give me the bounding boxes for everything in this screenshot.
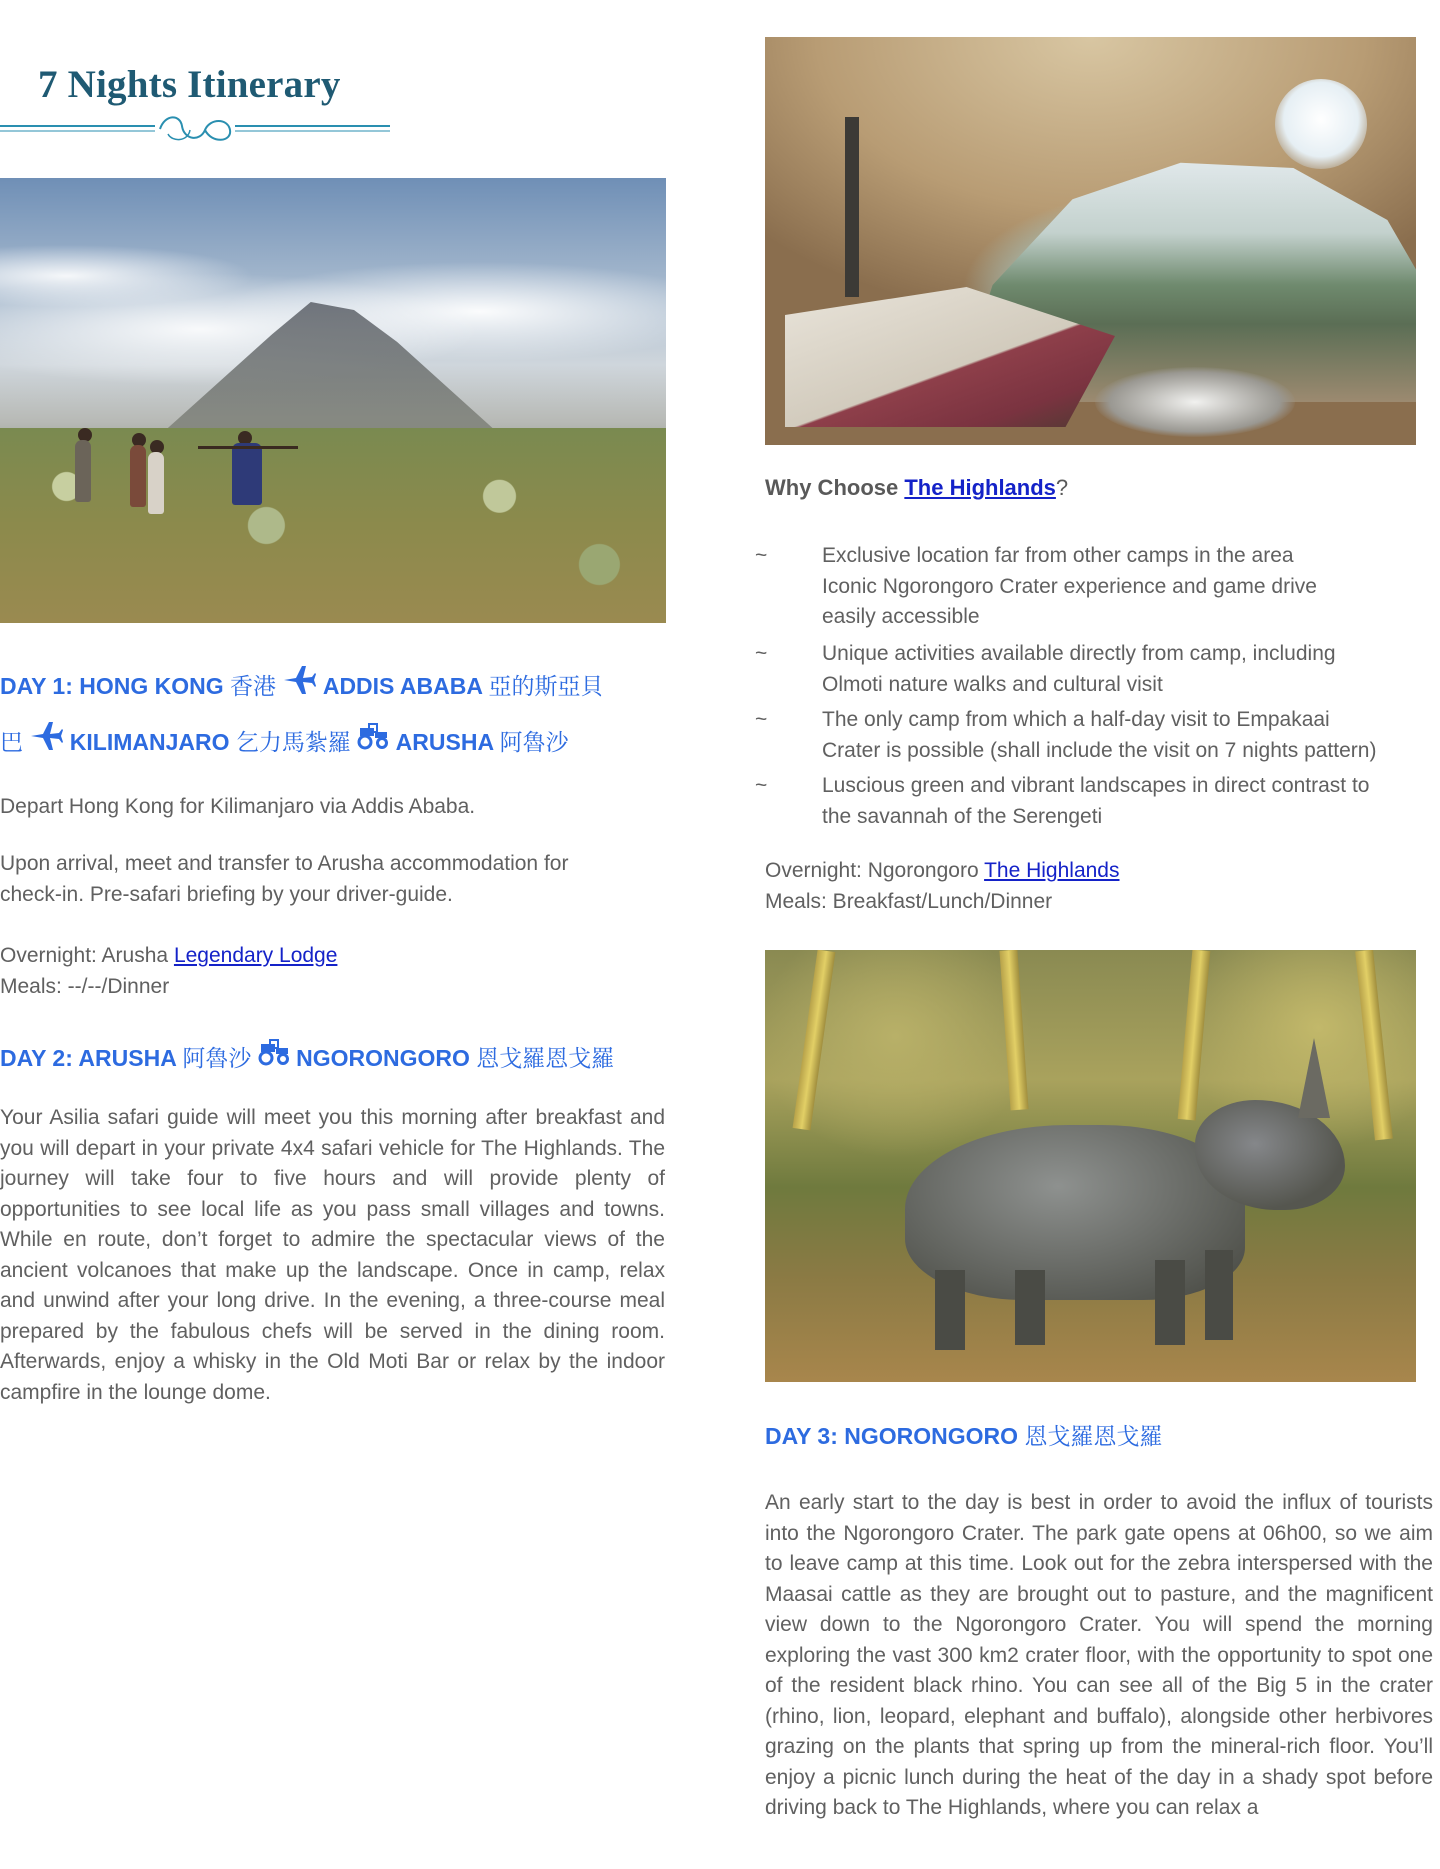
day3-heading-text: DAY 3: NGORONGORO	[765, 1423, 1025, 1449]
walker-figure	[130, 445, 146, 507]
why-bullet-line: Olmoti nature walks and cultural visit	[822, 672, 1163, 696]
dome-porthole-window	[1275, 79, 1367, 169]
why-bullet-text	[822, 639, 1440, 700]
day1-heading-cjk: 香港	[230, 674, 277, 700]
day1-heading-text: ADDIS ABABA	[316, 673, 489, 699]
highlands-dome-photo	[765, 37, 1416, 445]
bullet-tilde: ~	[755, 544, 768, 567]
rhino-leg	[1205, 1250, 1233, 1340]
cowhide-rug	[1095, 367, 1295, 437]
why-bullet-line: Iconic Ngorongoro Crater experience and game drive	[822, 574, 1317, 598]
why-bullet	[755, 639, 1440, 701]
day2-heading	[0, 1033, 670, 1084]
day1-heading-text: KILIMANJARO	[63, 729, 236, 755]
scrub-vegetation	[0, 428, 666, 623]
acacia-trunk	[999, 950, 1028, 1110]
highlands-meals: Meals: Breakfast/Lunch/Dinner	[765, 890, 1053, 913]
acacia-trunk	[793, 950, 836, 1130]
why-bullet	[755, 541, 1440, 634]
the-highlands-overnight-link[interactable]: The Highlands	[984, 859, 1120, 882]
day1-heading-cjk: 亞的斯亞貝	[488, 674, 604, 700]
black-rhino-photo	[765, 950, 1416, 1382]
why-bullet-line: Crater is possible (shall include the visit on 7 nights pattern)	[822, 738, 1377, 762]
day1-heading	[0, 659, 670, 771]
day3-body: An early start to the day is best in order to avoid the influx of tourists into the Ngorongoro Crater. The park gate opens at 06h00, so we aim to leave camp at this time. Look out for the zebra interspersed with the Maasai cattle as they are brought out to pasture, and the magnificent view down to the Ngorongoro Crater. You will spend the morning exploring the vast 300 km2 crater floor, with the opportunity to spot one of the resident black rhino. You can see all of the Big 5 in the crater (rhino, lion, leopard, elephant and buffalo), alongside other herbivores grazing on the plants that spring up from the mineral-rich floor. You’ll enjoy a picnic lunch during the heat of the day in a shady spot before driving back to The Highlands, where you can relax a	[765, 1491, 1433, 1819]
day2-heading-text: NGORONGORO	[289, 1045, 477, 1071]
why-bullet-text	[822, 771, 1440, 832]
day2-heading-cjk: 恩戈羅恩戈羅	[476, 1046, 615, 1072]
day2-heading-cjk: 阿魯沙	[182, 1046, 252, 1072]
tractor-icon	[258, 1033, 290, 1083]
why-bullet	[755, 705, 1440, 767]
why-choose-suffix: ?	[1055, 475, 1069, 500]
day1-heading-text: ARUSHA	[389, 729, 500, 755]
why-bullet-line: Unique activities available directly from camp, including	[822, 642, 1336, 665]
stove-pipe	[845, 117, 859, 297]
walker-figure	[148, 452, 164, 514]
why-bullet-text	[822, 541, 1440, 633]
overnight-label: Overnight: Ngorongoro	[765, 859, 985, 882]
why-bullet-line: easily accessible	[822, 605, 980, 628]
walker-figure	[75, 440, 91, 502]
day1-meals: Meals: --/--/Dinner	[0, 975, 170, 998]
day1-heading-text: DAY 1: HONG KONG	[0, 673, 231, 699]
day1-heading-cjk: 巴	[0, 730, 23, 756]
mountain-walking-photo	[0, 178, 666, 623]
bullet-tilde: ~	[755, 642, 768, 665]
why-bullet-text	[822, 705, 1440, 766]
airplane-icon	[29, 715, 63, 770]
acacia-trunk	[1178, 950, 1211, 1120]
acacia-trunk	[1355, 950, 1393, 1140]
day3-heading-cjk: 恩戈羅恩戈羅	[1024, 1424, 1163, 1450]
the-highlands-link[interactable]: The Highlands	[904, 475, 1056, 500]
day2-body: Your Asilia safari guide will meet you this morning after breakfast and you will depart in your private 4x4 safari vehicle for The Highlands. The journey will take four to five hours and will provide plenty of opportunities to see local life as you pass small villages and towns. While en route, don’t forget to admire the spectacular views of the ancient volcanoes that make up the landscape. Once in camp, relax and unwind after your long drive. In the evening, a three-course meal prepared by the fabulous chefs will be served in the dining room. Afterwards, enjoy a whisky in the Old Moti Bar or relax by the indoor campfire in the lounge dome.	[0, 1106, 665, 1404]
why-choose-prefix: Why Choose	[765, 475, 905, 500]
airplane-icon	[282, 659, 316, 714]
rhino-horn	[1290, 1038, 1330, 1118]
title-divider-ornament	[0, 112, 390, 148]
why-choose-heading	[765, 475, 1068, 501]
why-bullet-line: the savannah of the Serengeti	[822, 804, 1103, 828]
rhino-leg	[935, 1270, 965, 1350]
day2-heading-text: DAY 2: ARUSHA	[0, 1045, 183, 1071]
bullet-tilde: ~	[755, 774, 768, 797]
bullet-tilde: ~	[755, 708, 768, 731]
day1-depart-text: Depart Hong Kong for Kilimanjaro via Addis Ababa.	[0, 795, 476, 818]
page-title: 7 Nights Itinerary	[38, 63, 341, 106]
day3-heading	[765, 1411, 1435, 1462]
day1-heading-cjk: 阿魯沙	[499, 730, 569, 756]
day1-heading-cjk: 乞力馬紮羅	[235, 730, 351, 756]
day1-arrival-line1: Upon arrival, meet and transfer to Arusha accommodation for	[0, 852, 569, 875]
rhino-leg	[1015, 1270, 1045, 1345]
walking-stick	[198, 446, 298, 449]
why-bullet-line: Exclusive location far from other camps in the area	[822, 544, 1294, 567]
walker-figure	[232, 443, 262, 505]
overnight-label: Overnight: Arusha	[0, 944, 174, 967]
rhino-leg	[1155, 1260, 1185, 1345]
why-bullet-line: Luscious green and vibrant landscapes in direct contrast to	[822, 774, 1370, 797]
tractor-icon	[357, 715, 389, 770]
day1-arrival-line2: check-in. Pre-safari briefing by your driver-guide.	[0, 883, 453, 906]
highlands-overnight	[765, 856, 1120, 887]
legendary-lodge-link[interactable]: Legendary Lodge	[173, 944, 338, 967]
why-bullet-line: The only camp from which a half-day visit to Empakaai	[822, 708, 1330, 731]
why-bullet	[755, 771, 1440, 833]
day1-overnight	[0, 941, 337, 972]
